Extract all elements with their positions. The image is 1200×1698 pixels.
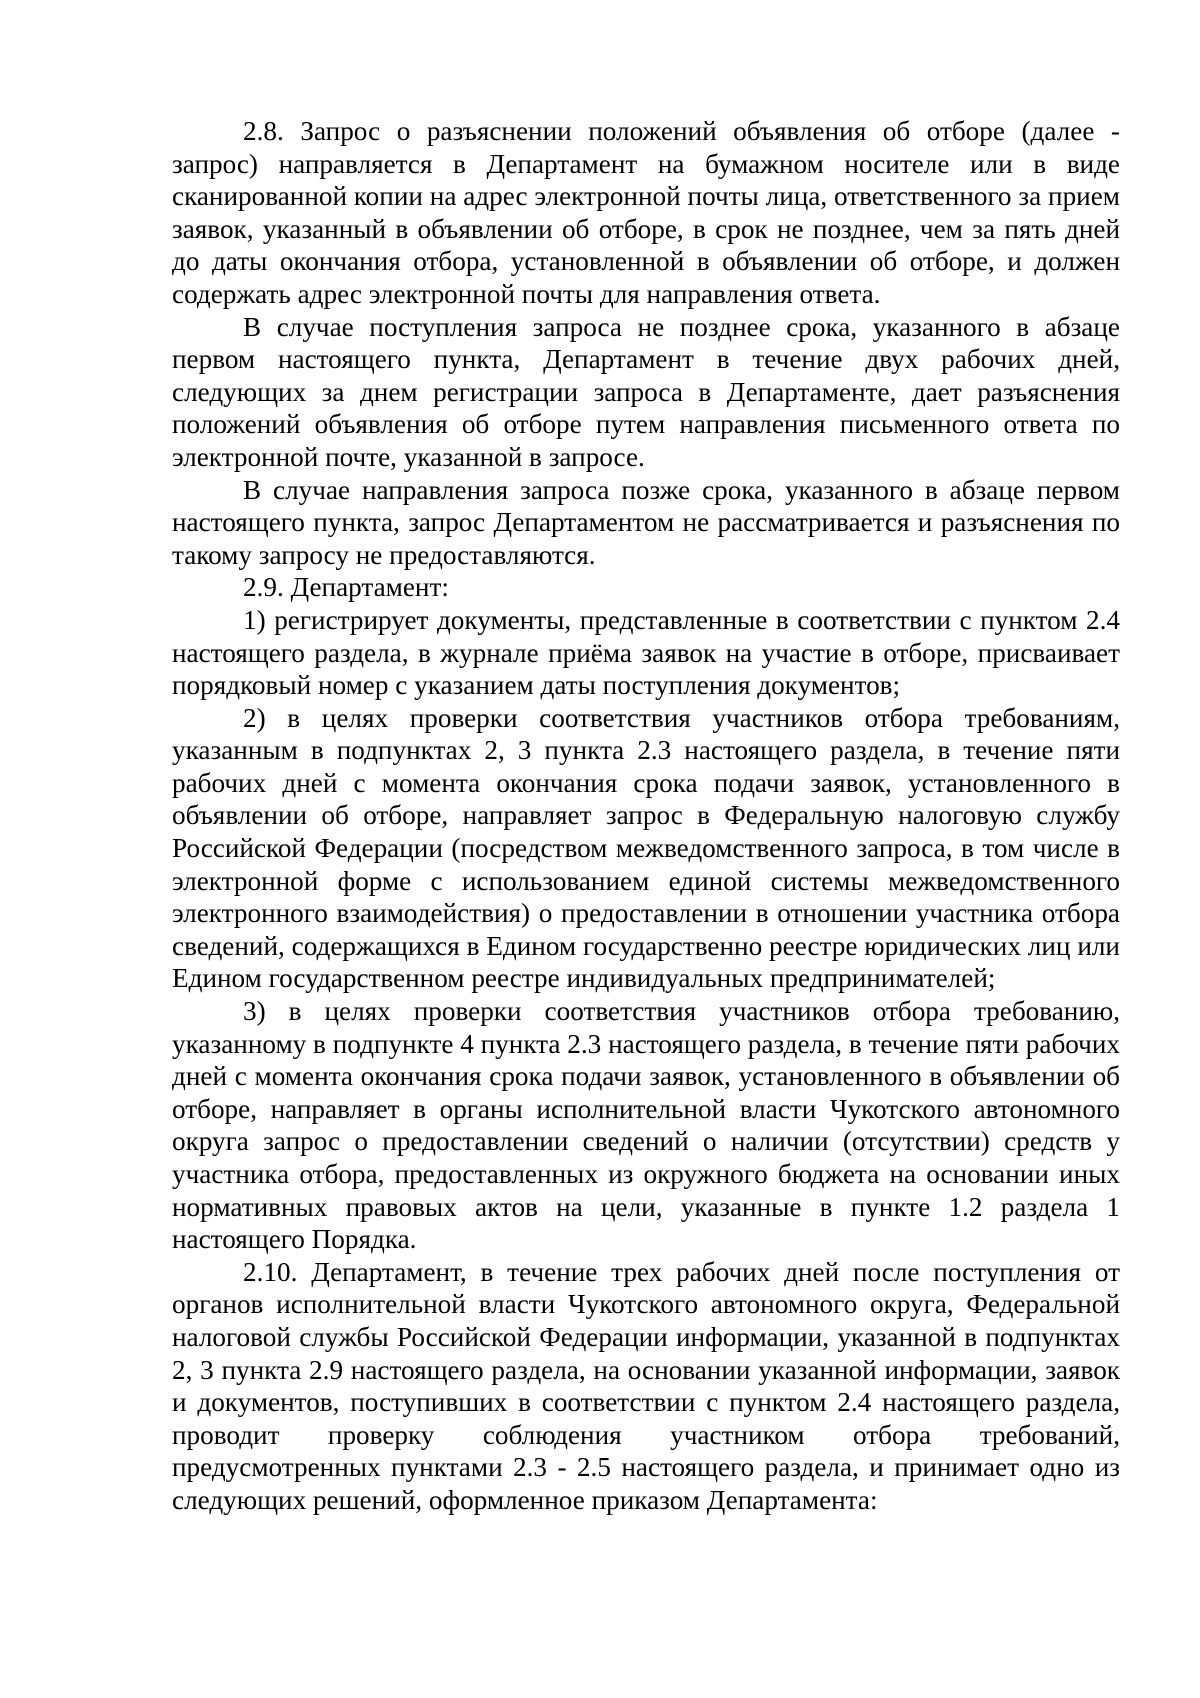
paragraph-2-9-item-2: 2) в целях проверки соответствия участников отбора требованиям, указанным в подпунктах 2, 3 пункта 2.3 настоящего раздела, в течение пяти рабочих дней с момента окончания срока подачи заявок, установленного в объявлении об отборе, направляет запрос в Федеральную налоговую службу Российской Федерации (посредством межведомственного запроса, в том числе в электронной форме с использованием единой системы межведомственного электронного взаимодействия) о предоставлении в отношении участника отбора сведений, содержащихся в Едином государственно реестре юридических лиц или Едином государственном реестре индивидуальных предпринимателей; [172, 702, 1120, 994]
paragraph-2-8-response: В случае поступления запроса не позднее срока, указанного в абзаце первом настоящего пункта, Департамент в течение двух рабочих дней, следующих за днем регистрации запроса в Департаменте, дает разъяснения положений объявления об отборе путем направления письменного ответа по электронной почте, указанной в запросе. [172, 311, 1120, 472]
paragraph-2-8-late-request: В случае направления запроса позже срока, указанного в абзаце первом настоящего пункта, запрос Департаментом не рассматривается и разъяснения по такому запросу не предоставляются. [172, 474, 1120, 570]
paragraph-2-8: 2.8. Запрос о разъяснении положений объявления об отборе (далее - запрос) направляется в Департамент на бумажном носителе или в виде сканированной копии на адрес электронной почты лица, ответственного за прием заявок, указанный в объявлении об отборе, в срок не позднее, чем за пять дней до даты окончания отбора, установленной в объявлении об отборе, и должен содержать адрес электронной почты для направления ответа. [172, 116, 1120, 309]
document-body [172, 115, 1120, 1517]
paragraph-2-9-item-1: 1) регистрирует документы, представленные в соответствии с пунктом 2.4 настоящего раздела, в журнале приёма заявок на участие в отборе, присваивает порядковый номер с указанием даты поступления документов; [172, 604, 1120, 701]
paragraph-2-9: 2.9. Департамент: [243, 572, 449, 603]
paragraph-2-10: 2.10. Департамент, в течение трех рабочих дней после поступления от органов исполнительной власти Чукотского автономного округа, Федеральной налоговой службы Российской Федерации информации, указанной в подпунктах 2, 3 пункта 2.9 настоящего раздела, на основании указанной информации, заявок и документов, поступивших в соответствии с пунктом 2.4 настоящего раздела, проводит проверку соблюдения участником отбора требований, предусмотренных пунктами 2.3 - 2.5 настоящего раздела, и принимает одно из следующих решений, оформленное приказом Департамента: [172, 1256, 1120, 1515]
paragraph-2-9-item-3: 3) в целях проверки соответствия участников отбора требованию, указанному в подпункте 4 пункта 2.3 настоящего раздела, в течение пяти рабочих дней с момента окончания срока подачи заявок, установленного в объявлении об отборе, направляет в органы исполнительной власти Чукотского автономного округа запрос о предоставлении сведений о наличии (отсутствии) средств у участника отбора, предоставленных из окружного бюджета на основании иных нормативных правовых актов на цели, указанные в пункте 1.2 раздела 1 настоящего Порядка. [172, 996, 1120, 1255]
